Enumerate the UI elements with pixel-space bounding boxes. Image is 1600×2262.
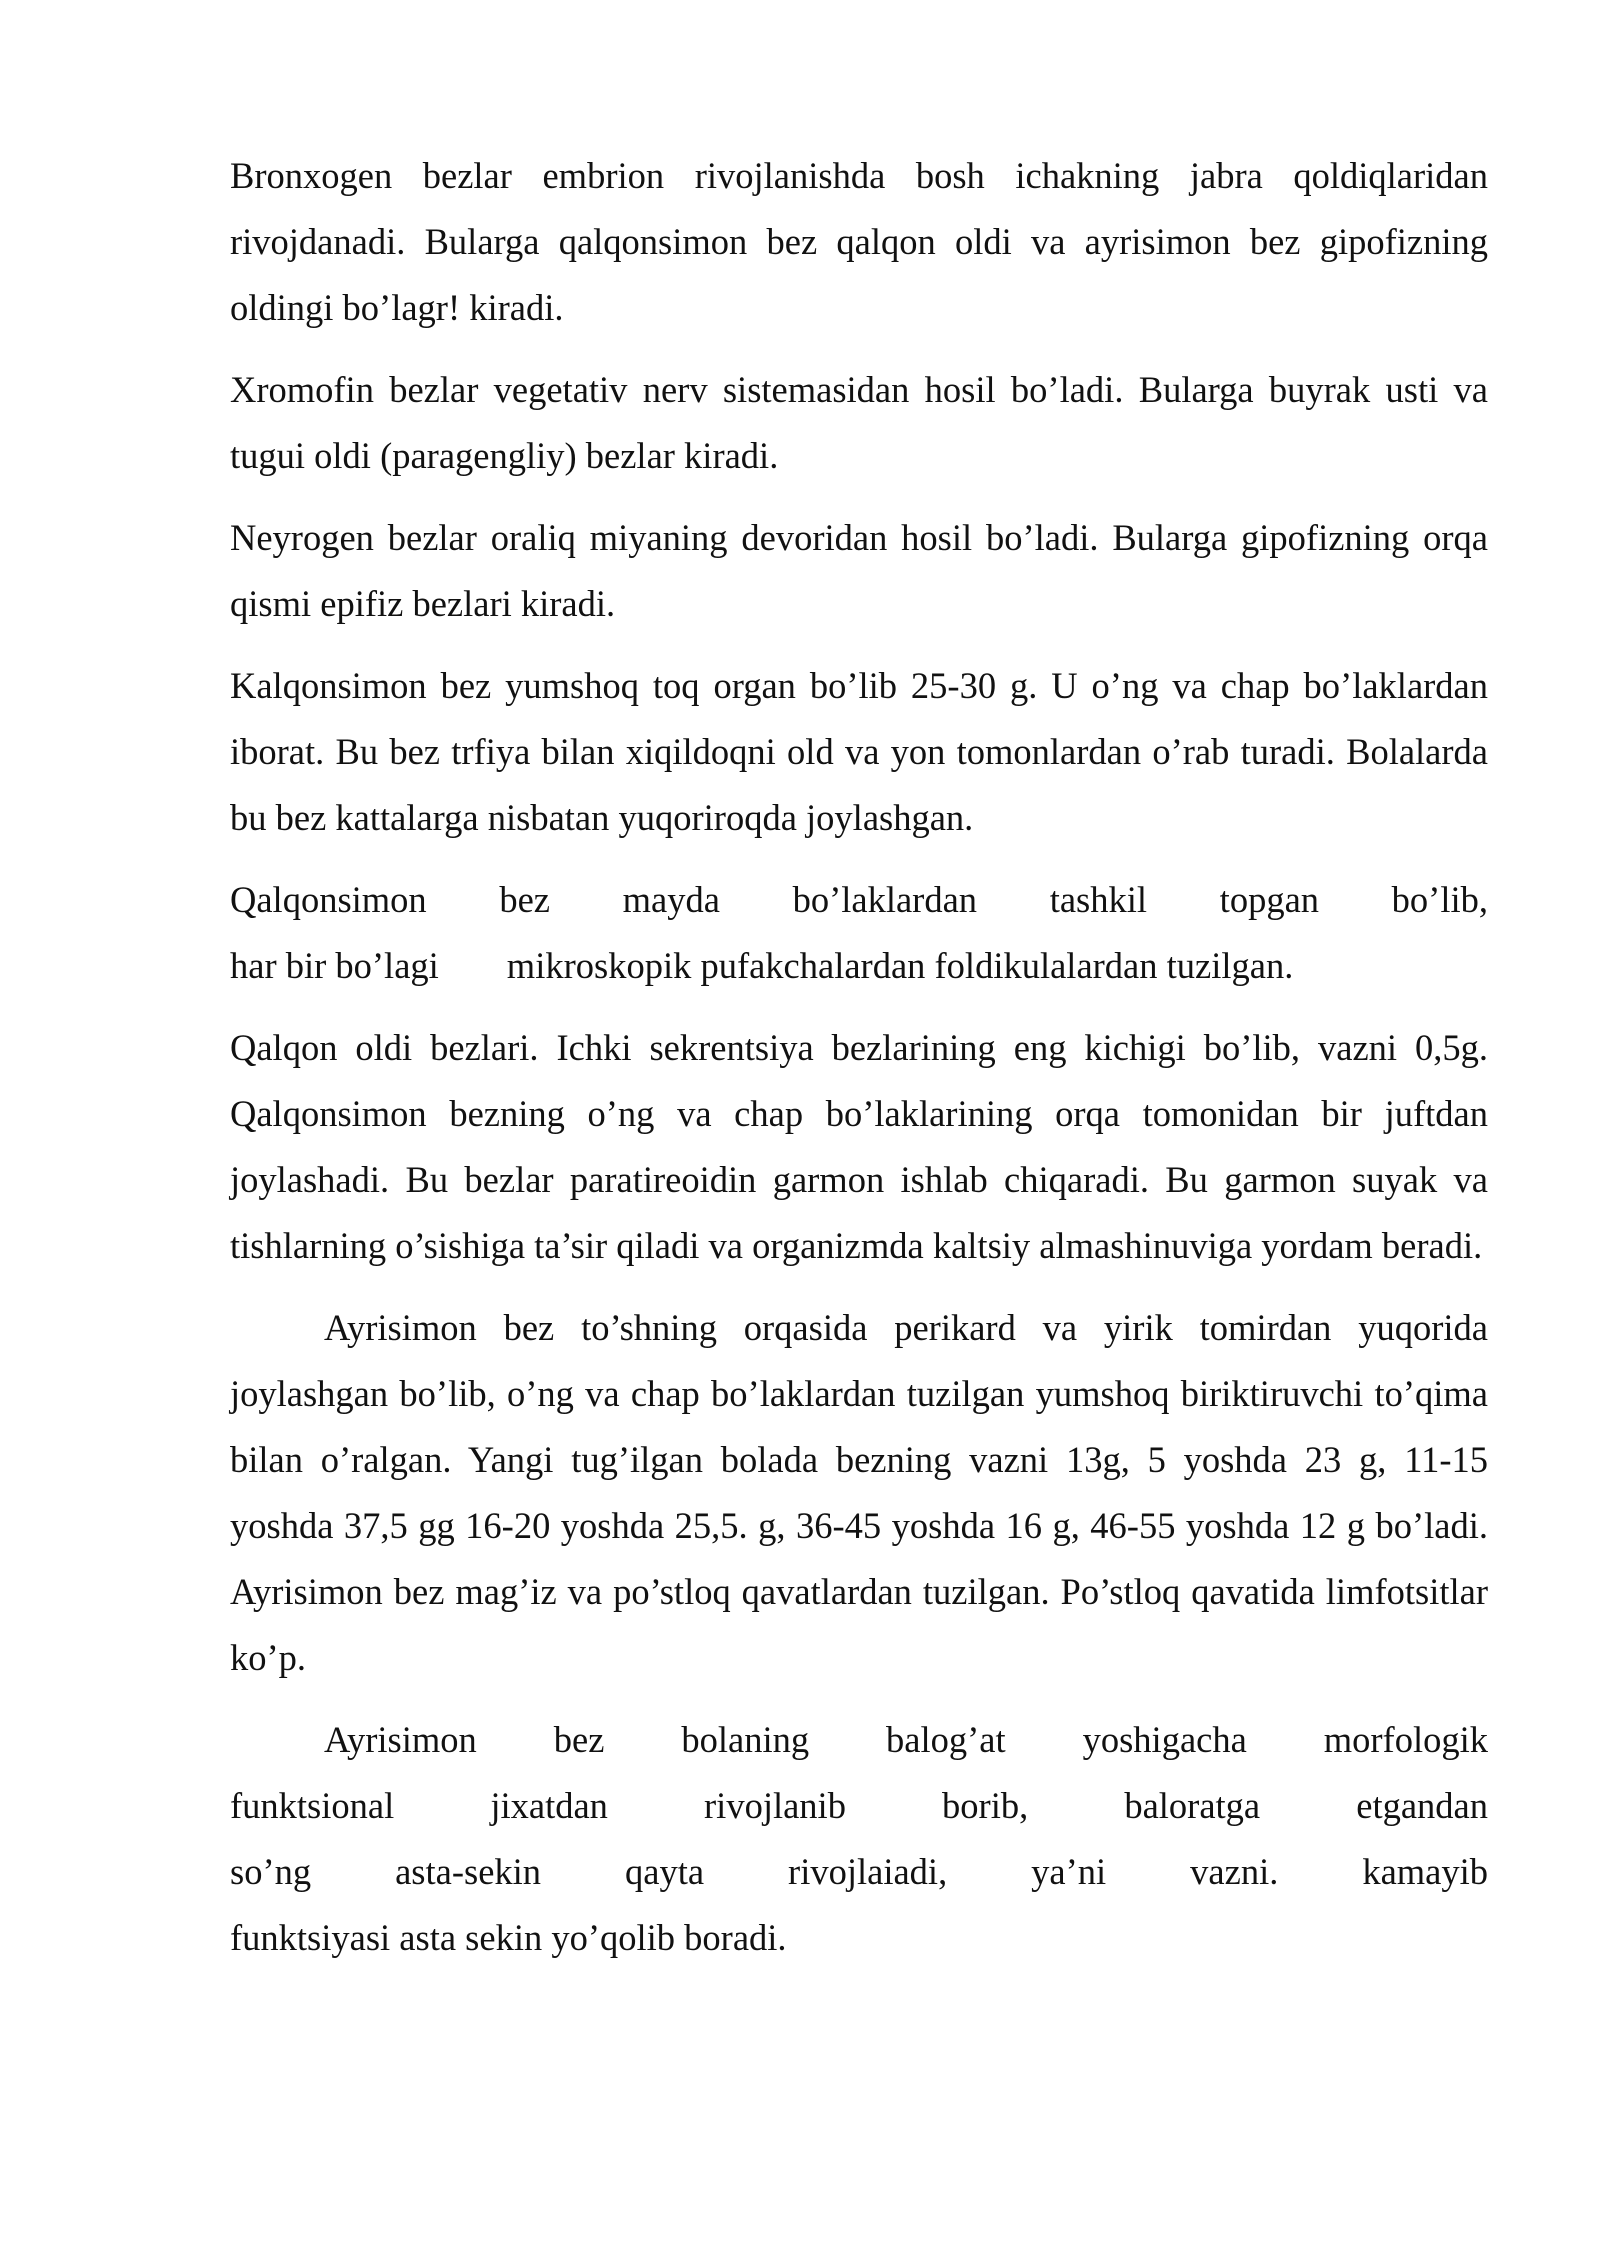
- text-line: so’ng asta-sekin qayta rivojlaiadi, ya’ni vazni. kamayib: [230, 1851, 1488, 1892]
- text-line: Ayrisimon bez bolaning balog’at yoshigacha morfologik: [324, 1719, 1488, 1760]
- paragraph-xromofin: Xromofin bezlar vegetativ nerv sistemasidan hosil bo’ladi. Bularga buyrak usti va tugui oldi (paragengliy) bezlar kiradi.: [230, 369, 1488, 476]
- paragraph-qalqonsimon-structure: [230, 867, 1488, 999]
- paragraph-ayrisimon-development: [230, 1707, 1488, 1971]
- paragraph-ayrisimon: Ayrisimon bez to’shning orqasida perikard va yirik tomirdan yuqorida joylashgan bo’lib, o’ng va chap bo’laklardan tuzilgan yumshoq biriktiruvchi to’qima bilan o’ralgan. Yangi tug’ilgan bolada bezning vazni 13g, 5 yoshda 23 g, 11-15 yoshda 37,5 gg 16-20 yoshda 25,5. g, 36-45 yoshda 16 g, 46-55 yoshda 12 g bo’ladi. Ayrisimon bez mag’iz va po’stloq qavatlardan tuzilgan. Po’stloq qavatida limfotsitlar ko’p.: [230, 1307, 1488, 1678]
- paragraph-kalqonsimon: Kalqonsimon bez yumshoq toq organ bo’lib 25-30 g. U o’ng va chap bo’laklardan iborat. Bu bez trfiya bilan xiqildoqni old va yon tomonlardan o’rab turadi. Bolalarda bu bez kattalarga nisbatan yuqoriroqda joylashgan.: [230, 665, 1488, 838]
- paragraph-bronxogen: Bronxogen bezlar embrion rivojlanishda bosh ichakning jabra qoldiqlaridan rivojdanadi. Bularga qalqonsimon bez qalqon oldi va ayrisimon bez gipofizning oldingi bo’lagr! kiradi.: [230, 155, 1488, 328]
- text-line: funktsional jixatdan rivojlanib borib, baloratga etgandan: [230, 1785, 1488, 1826]
- text-fragment: mikroskopik pufakchalardan foldikulalardan tuzilgan.: [506, 945, 1294, 986]
- text-line: [230, 933, 1488, 999]
- paragraph-neyrogen: Neyrogen bezlar oraliq miyaning devoridan hosil bo’ladi. Bularga gipofizning orqa qismi epifiz bezlari kiradi.: [230, 517, 1488, 624]
- text-line: Qalqonsimon bez mayda bo’laklardan tashkil topgan bo’lib,: [230, 879, 1488, 920]
- document-body: [230, 143, 1488, 1987]
- text-fragment: har bir bo’lagi: [230, 945, 439, 986]
- text-line: funktsiyasi asta sekin yo’qolib boradi.: [230, 1917, 787, 1958]
- paragraph-qalqon-oldi: Qalqon oldi bezlari. Ichki sekrentsiya bezlarining eng kichigi bo’lib, vazni 0,5g. Qalqonsimon bezning o’ng va chap bo’laklarining orqa tomonidan bir juftdan joylashadi. Bu bezlar paratireoidin garmon ishlab chiqaradi. Bu garmon suyak va tishlarning o’sishiga ta’sir qiladi va organizmda kaltsiy almashinuviga yordam beradi.: [230, 1027, 1488, 1266]
